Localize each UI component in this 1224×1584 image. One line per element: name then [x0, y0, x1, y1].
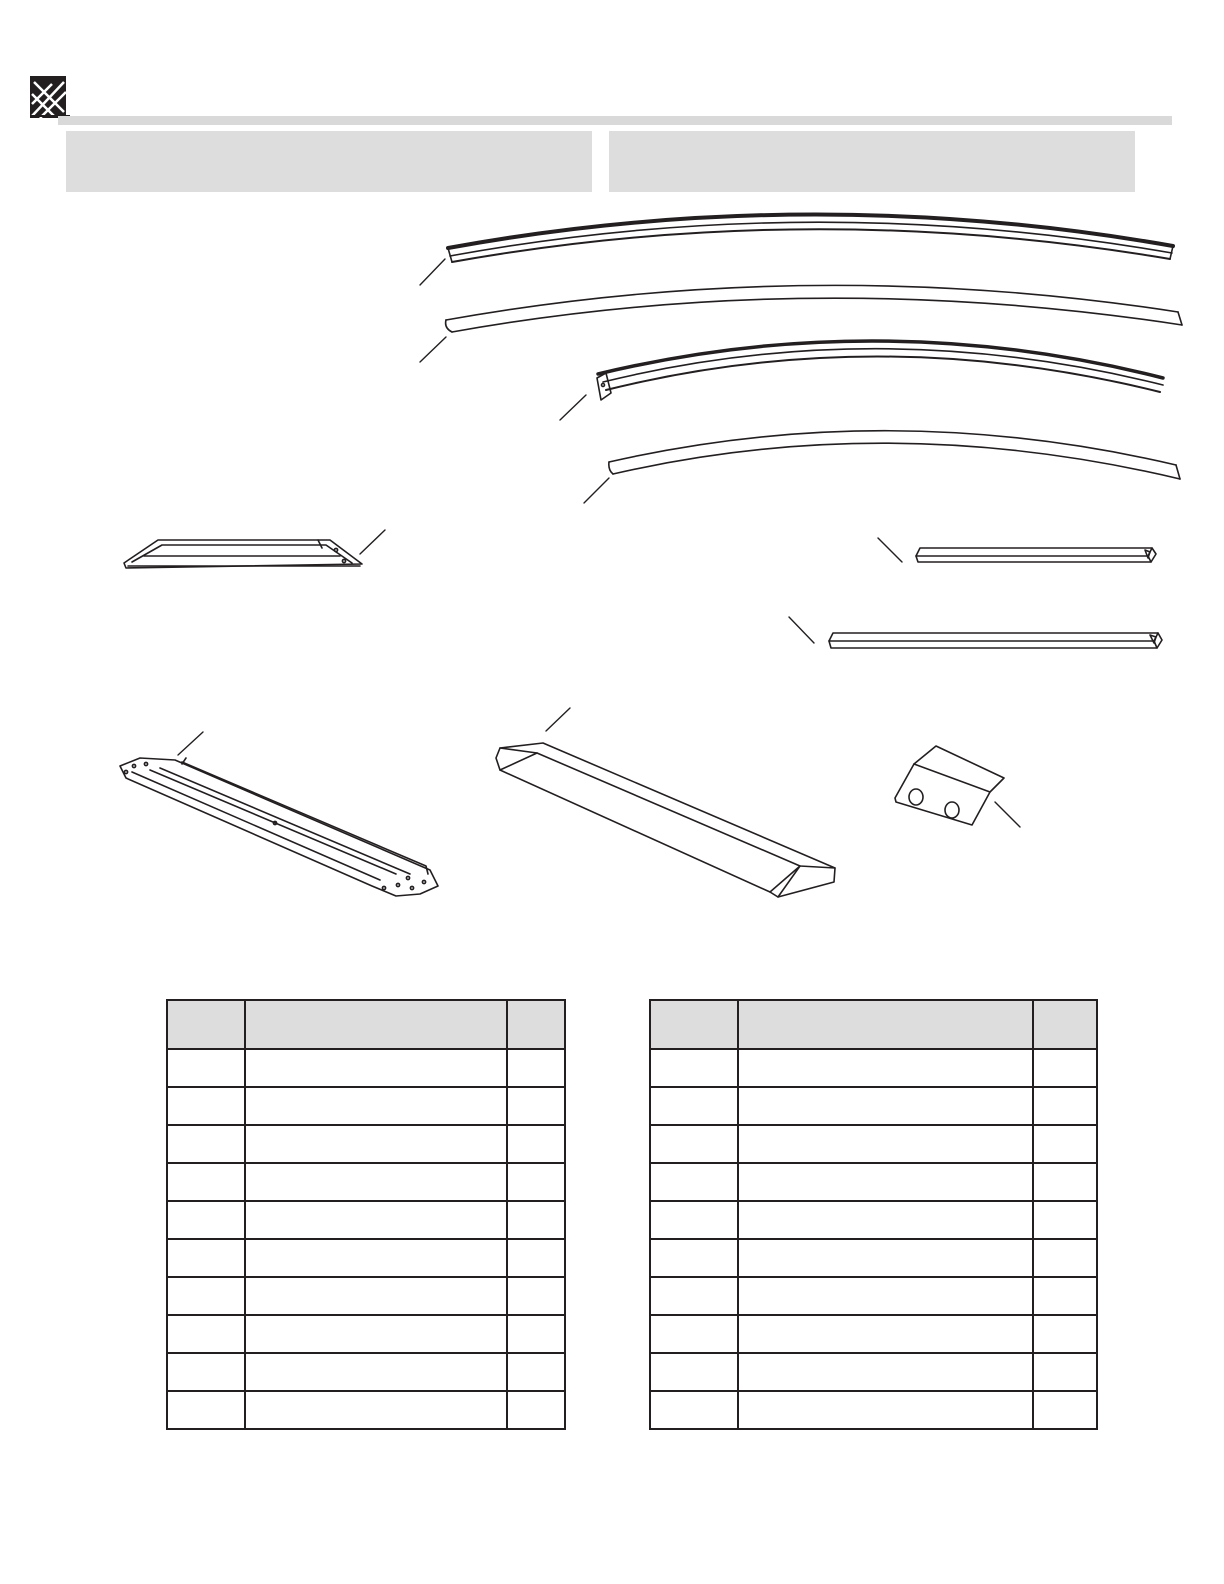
- table-row: [650, 1087, 1097, 1125]
- header-cell-key: [650, 1000, 738, 1049]
- cell-key: [167, 1125, 245, 1163]
- table-row: [167, 1049, 565, 1087]
- cell-qty: [1033, 1315, 1097, 1353]
- cell-description: [738, 1125, 1033, 1163]
- cell-description: [738, 1049, 1033, 1087]
- cell-qty: [507, 1087, 565, 1125]
- cell-qty: [507, 1315, 565, 1353]
- table-header-row: [650, 1000, 1097, 1049]
- cell-description: [245, 1201, 507, 1239]
- table-row: [650, 1315, 1097, 1353]
- table-row: [650, 1239, 1097, 1277]
- table-row: [650, 1277, 1097, 1315]
- cell-key: [650, 1391, 738, 1429]
- table-row: [167, 1277, 565, 1315]
- cell-description: [245, 1125, 507, 1163]
- cell-key: [650, 1239, 738, 1277]
- cell-qty: [507, 1353, 565, 1391]
- table-row: [167, 1163, 565, 1201]
- cell-description: [245, 1163, 507, 1201]
- parts-table-left: [166, 999, 566, 1430]
- header-cell-qty: [1033, 1000, 1097, 1049]
- cell-key: [650, 1353, 738, 1391]
- cell-key: [167, 1239, 245, 1277]
- cell-qty: [507, 1239, 565, 1277]
- cell-key: [650, 1163, 738, 1201]
- cell-description: [245, 1277, 507, 1315]
- cell-key: [650, 1201, 738, 1239]
- table-row: [650, 1049, 1097, 1087]
- cell-qty: [1033, 1125, 1097, 1163]
- header-cell-key: [167, 1000, 245, 1049]
- cell-description: [738, 1315, 1033, 1353]
- cell-qty: [1033, 1087, 1097, 1125]
- cell-key: [167, 1087, 245, 1125]
- cell-qty: [1033, 1391, 1097, 1429]
- cell-qty: [1033, 1201, 1097, 1239]
- cell-qty: [1033, 1163, 1097, 1201]
- cell-key: [650, 1125, 738, 1163]
- left-title-band: [66, 131, 592, 192]
- cell-description: [245, 1239, 507, 1277]
- table-row: [650, 1353, 1097, 1391]
- table-row: [167, 1315, 565, 1353]
- table-row: [650, 1391, 1097, 1429]
- parts-illustration-area: [0, 200, 1224, 920]
- cell-description: [738, 1163, 1033, 1201]
- cell-description: [738, 1277, 1033, 1315]
- cell-key: [167, 1277, 245, 1315]
- table-row: [650, 1201, 1097, 1239]
- square-tube-long-icon: [789, 617, 1162, 648]
- two-hole-bracket-icon: [895, 746, 1020, 827]
- cell-key: [167, 1391, 245, 1429]
- perforated-channel-beam-icon: [120, 732, 438, 896]
- cell-description: [245, 1049, 507, 1087]
- peaked-ridge-cap-icon: [496, 708, 835, 897]
- table-row: [167, 1125, 565, 1163]
- cell-qty: [507, 1391, 565, 1429]
- cell-key: [167, 1163, 245, 1201]
- table-row: [167, 1391, 565, 1429]
- cell-qty: [507, 1125, 565, 1163]
- cell-description: [245, 1391, 507, 1429]
- square-tube-short-icon: [878, 538, 1156, 562]
- cell-key: [650, 1087, 738, 1125]
- curved-rail-long-flanged-icon: [420, 214, 1173, 285]
- cell-description: [738, 1391, 1033, 1429]
- cell-qty: [507, 1277, 565, 1315]
- right-title-band: [609, 131, 1135, 192]
- table-row: [167, 1201, 565, 1239]
- table-row: [167, 1087, 565, 1125]
- cell-description: [738, 1087, 1033, 1125]
- cell-key: [650, 1277, 738, 1315]
- cell-description: [245, 1353, 507, 1391]
- table-row: [167, 1353, 565, 1391]
- cell-qty: [1033, 1239, 1097, 1277]
- table-row: [650, 1163, 1097, 1201]
- cell-description: [738, 1353, 1033, 1391]
- table-row: [167, 1239, 565, 1277]
- cell-description: [738, 1201, 1033, 1239]
- cell-qty: [507, 1201, 565, 1239]
- parts-table-right: [649, 999, 1098, 1430]
- header-cell-description: [738, 1000, 1033, 1049]
- cell-description: [245, 1087, 507, 1125]
- curved-rail-short-flanged-icon: [560, 341, 1163, 420]
- table-row: [650, 1125, 1097, 1163]
- header-cell-description: [245, 1000, 507, 1049]
- cell-key: [650, 1049, 738, 1087]
- cell-description: [738, 1239, 1033, 1277]
- cell-key: [167, 1315, 245, 1353]
- cell-key: [167, 1049, 245, 1087]
- flat-channel-piece-icon: [124, 530, 385, 568]
- cell-qty: [1033, 1353, 1097, 1391]
- header-rule: [58, 116, 1172, 125]
- header-cell-qty: [507, 1000, 565, 1049]
- table-header-row: [167, 1000, 565, 1049]
- cell-qty: [1033, 1277, 1097, 1315]
- cell-key: [167, 1353, 245, 1391]
- curved-strip-short-icon: [584, 431, 1180, 503]
- cell-key: [167, 1201, 245, 1239]
- cell-key: [650, 1315, 738, 1353]
- cell-qty: [507, 1049, 565, 1087]
- cell-description: [245, 1315, 507, 1353]
- cell-qty: [507, 1163, 565, 1201]
- cell-qty: [1033, 1049, 1097, 1087]
